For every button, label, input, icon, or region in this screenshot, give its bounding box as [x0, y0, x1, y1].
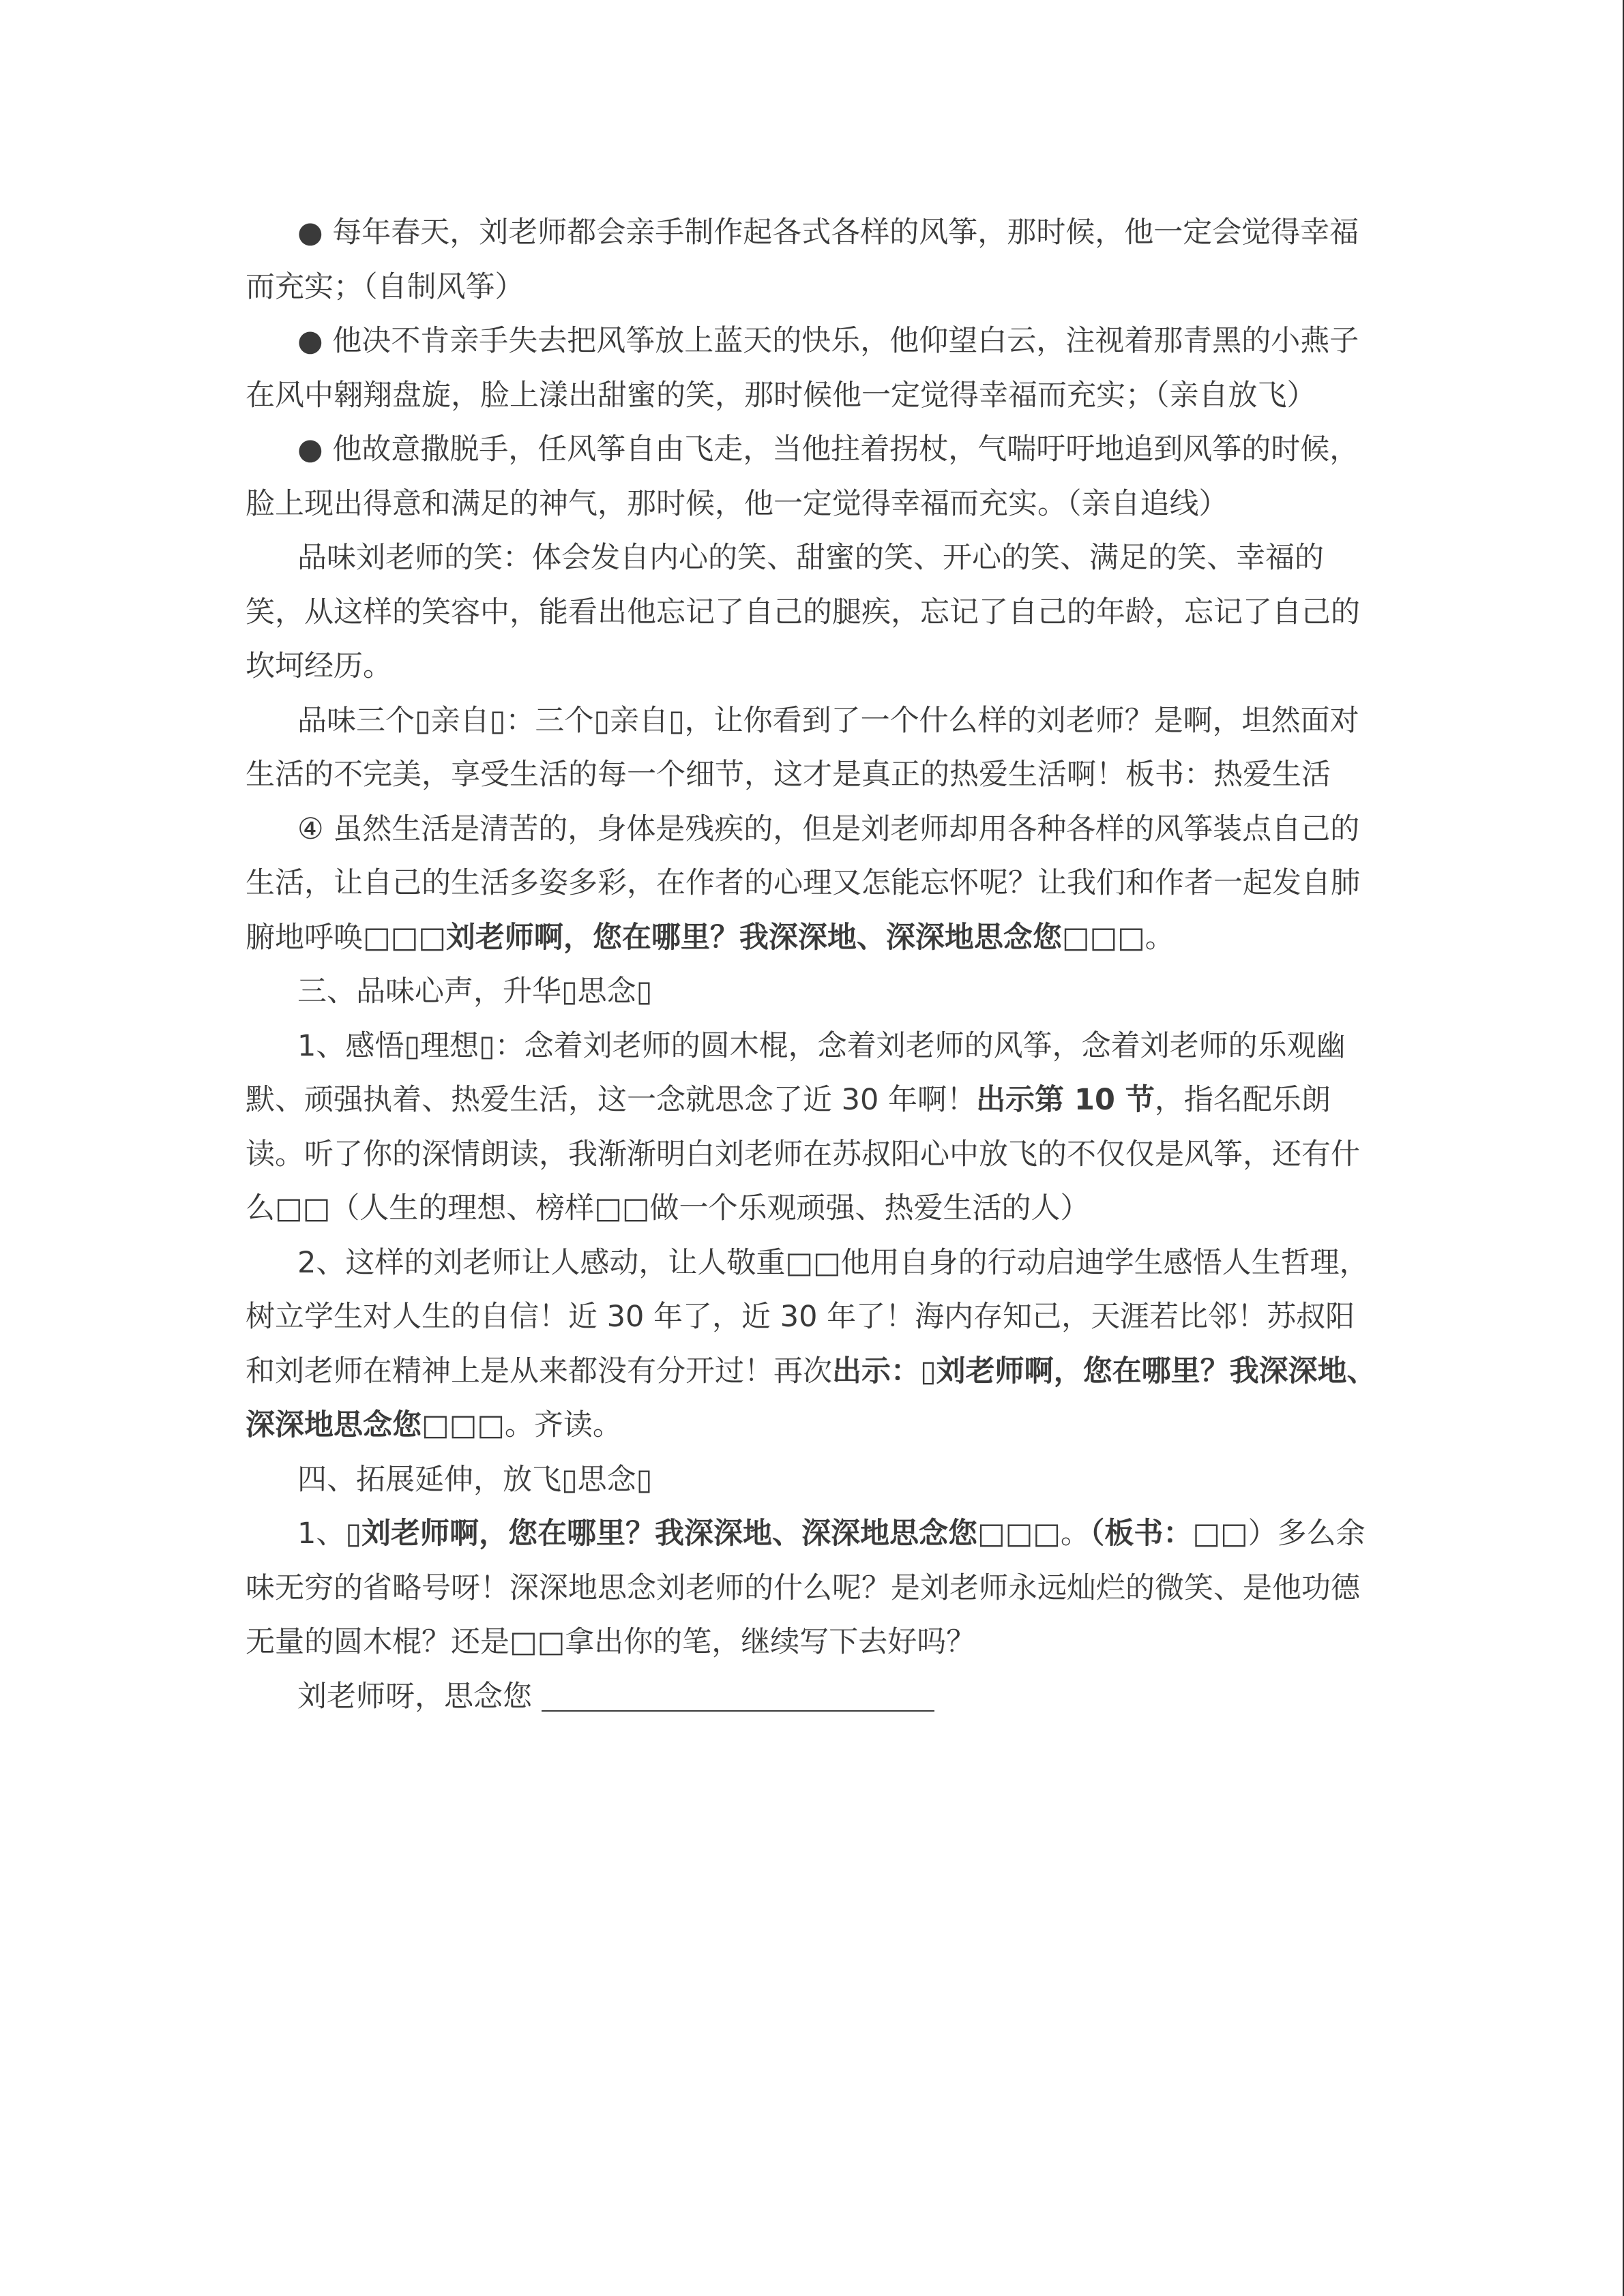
text-segment: 刘老师啊，您在哪里？我深深地、深深地思念您 — [361, 1517, 978, 1551]
text-segment: □□）多么余味无穷的省略号呀！深深地思念刘老师的什么呢？是刘老师永远灿烂的微笑、是他功德无量的圆木棍？还是□□拿出你的笔，继续写下去好吗？ — [246, 1517, 1365, 1659]
text-segment: （板书： — [1089, 1517, 1193, 1551]
fill-in-blank-line[interactable] — [542, 1683, 934, 1712]
text-segment: 四、拓展延伸，放飞▯思念▯ — [297, 1462, 653, 1497]
paragraph-p9 — [246, 1236, 1378, 1453]
paragraph-p1 — [246, 206, 1378, 314]
paragraph-p6 — [246, 803, 1378, 966]
text-segment: 出示： — [832, 1354, 920, 1388]
paragraph-p10 — [246, 1453, 1378, 1508]
text-segment: ● 每年春天，刘老师都会亲手制作起各式各样的风筝，那时候，他一定会觉得幸福而充实；（自制风筝） — [246, 215, 1359, 304]
text-segment: 1、▯ — [297, 1517, 362, 1551]
text-segment: 刘老师呀，思念您 — [297, 1679, 532, 1714]
text-segment: 品味刘老师的笑：体会发自内心的笑、甜蜜的笑、开心的笑、满足的笑、幸福的笑，从这样的笑容中，能看出他忘记了自己的腿疾，忘记了自己的年龄，忘记了自己的坎坷经历。 — [246, 541, 1360, 683]
text-segment: □□□。齐读。 — [422, 1408, 622, 1442]
paragraph-p2 — [246, 314, 1378, 423]
paragraph-p4 — [246, 531, 1378, 694]
text-segment: 2、这样的刘老师让人感动，让人敬重□□他用自身的行动启迪学生感悟人生哲理，树立学生对人生的自信！近 30 年了，近 30 年了！海内存知己，天涯若比邻！苏叔阳和刘老师在精神上是从来都没有分开过！再次 — [246, 1245, 1369, 1388]
paragraph-p7 — [246, 965, 1378, 1019]
text-segment: □□□。 — [1061, 920, 1175, 955]
text-segment: 刘老师啊，您在哪里？我深深地、深深地思念您 — [445, 920, 1062, 955]
document-body — [246, 206, 1378, 1724]
text-segment: 出示第 10 节 — [976, 1083, 1155, 1117]
text-segment: ④ 虽然生活是清苦的，身体是残疾的，但是刘老师却用各种各样的风筝装点自己的生活，让自己的生活多姿多彩，在作者的心理又怎能忘怀呢？让我们和作者一起发自肺腑地呼唤□□□ — [246, 811, 1360, 955]
text-segment: ▯ — [920, 1354, 936, 1388]
paragraph-p5 — [246, 694, 1378, 803]
text-segment: 三、品味心声，升华▯思念▯ — [297, 974, 653, 1009]
text-segment: ，指名配乐朗读。听了你的深情朗读，我渐渐明白刘老师在苏叔阳心中放飞的不仅仅是风筝，还有什么□□（人生的理想、榜样□□做一个乐观顽强、热爱生活的人） — [246, 1083, 1360, 1225]
text-segment: 品味三个▯亲自▯：三个▯亲自▯，让你看到了一个什么样的刘老师？是啊，坦然面对生活的不完美，享受生活的每一个细节，这才是真正的热爱生活啊！板书：热爱生活 — [246, 703, 1359, 792]
text-segment: ● 他决不肯亲手失去把风筝放上蓝天的快乐，他仰望白云，注视着那青黑的小燕子在风中翱翔盘旋，脸上漾出甜蜜的笑，那时候他一定觉得幸福而充实；（亲自放飞） — [246, 324, 1359, 413]
paragraph-p12 — [246, 1670, 1378, 1725]
text-segment: 刘老师啊，您在哪里？我深深地、深深地思念您 — [246, 1354, 1376, 1442]
paragraph-p11 — [246, 1507, 1378, 1670]
paragraph-p3 — [246, 423, 1378, 531]
text-segment: 1、感悟▯理想▯：念着刘老师的圆木棍，念着刘老师的风筝，念着刘老师的乐观幽默、顽强执着、热爱生活，这一念就思念了近 30 年啊！ — [246, 1028, 1346, 1117]
text-segment: □□□。 — [977, 1517, 1090, 1551]
paragraph-p8 — [246, 1019, 1378, 1236]
text-segment: ● 他故意撒脱手，任风筝自由飞走，当他拄着拐杖，气喘吁吁地追到风筝的时候，脸上现出得意和满足的神气，那时候，他一定觉得幸福而充实。（亲自追线） — [246, 432, 1359, 521]
